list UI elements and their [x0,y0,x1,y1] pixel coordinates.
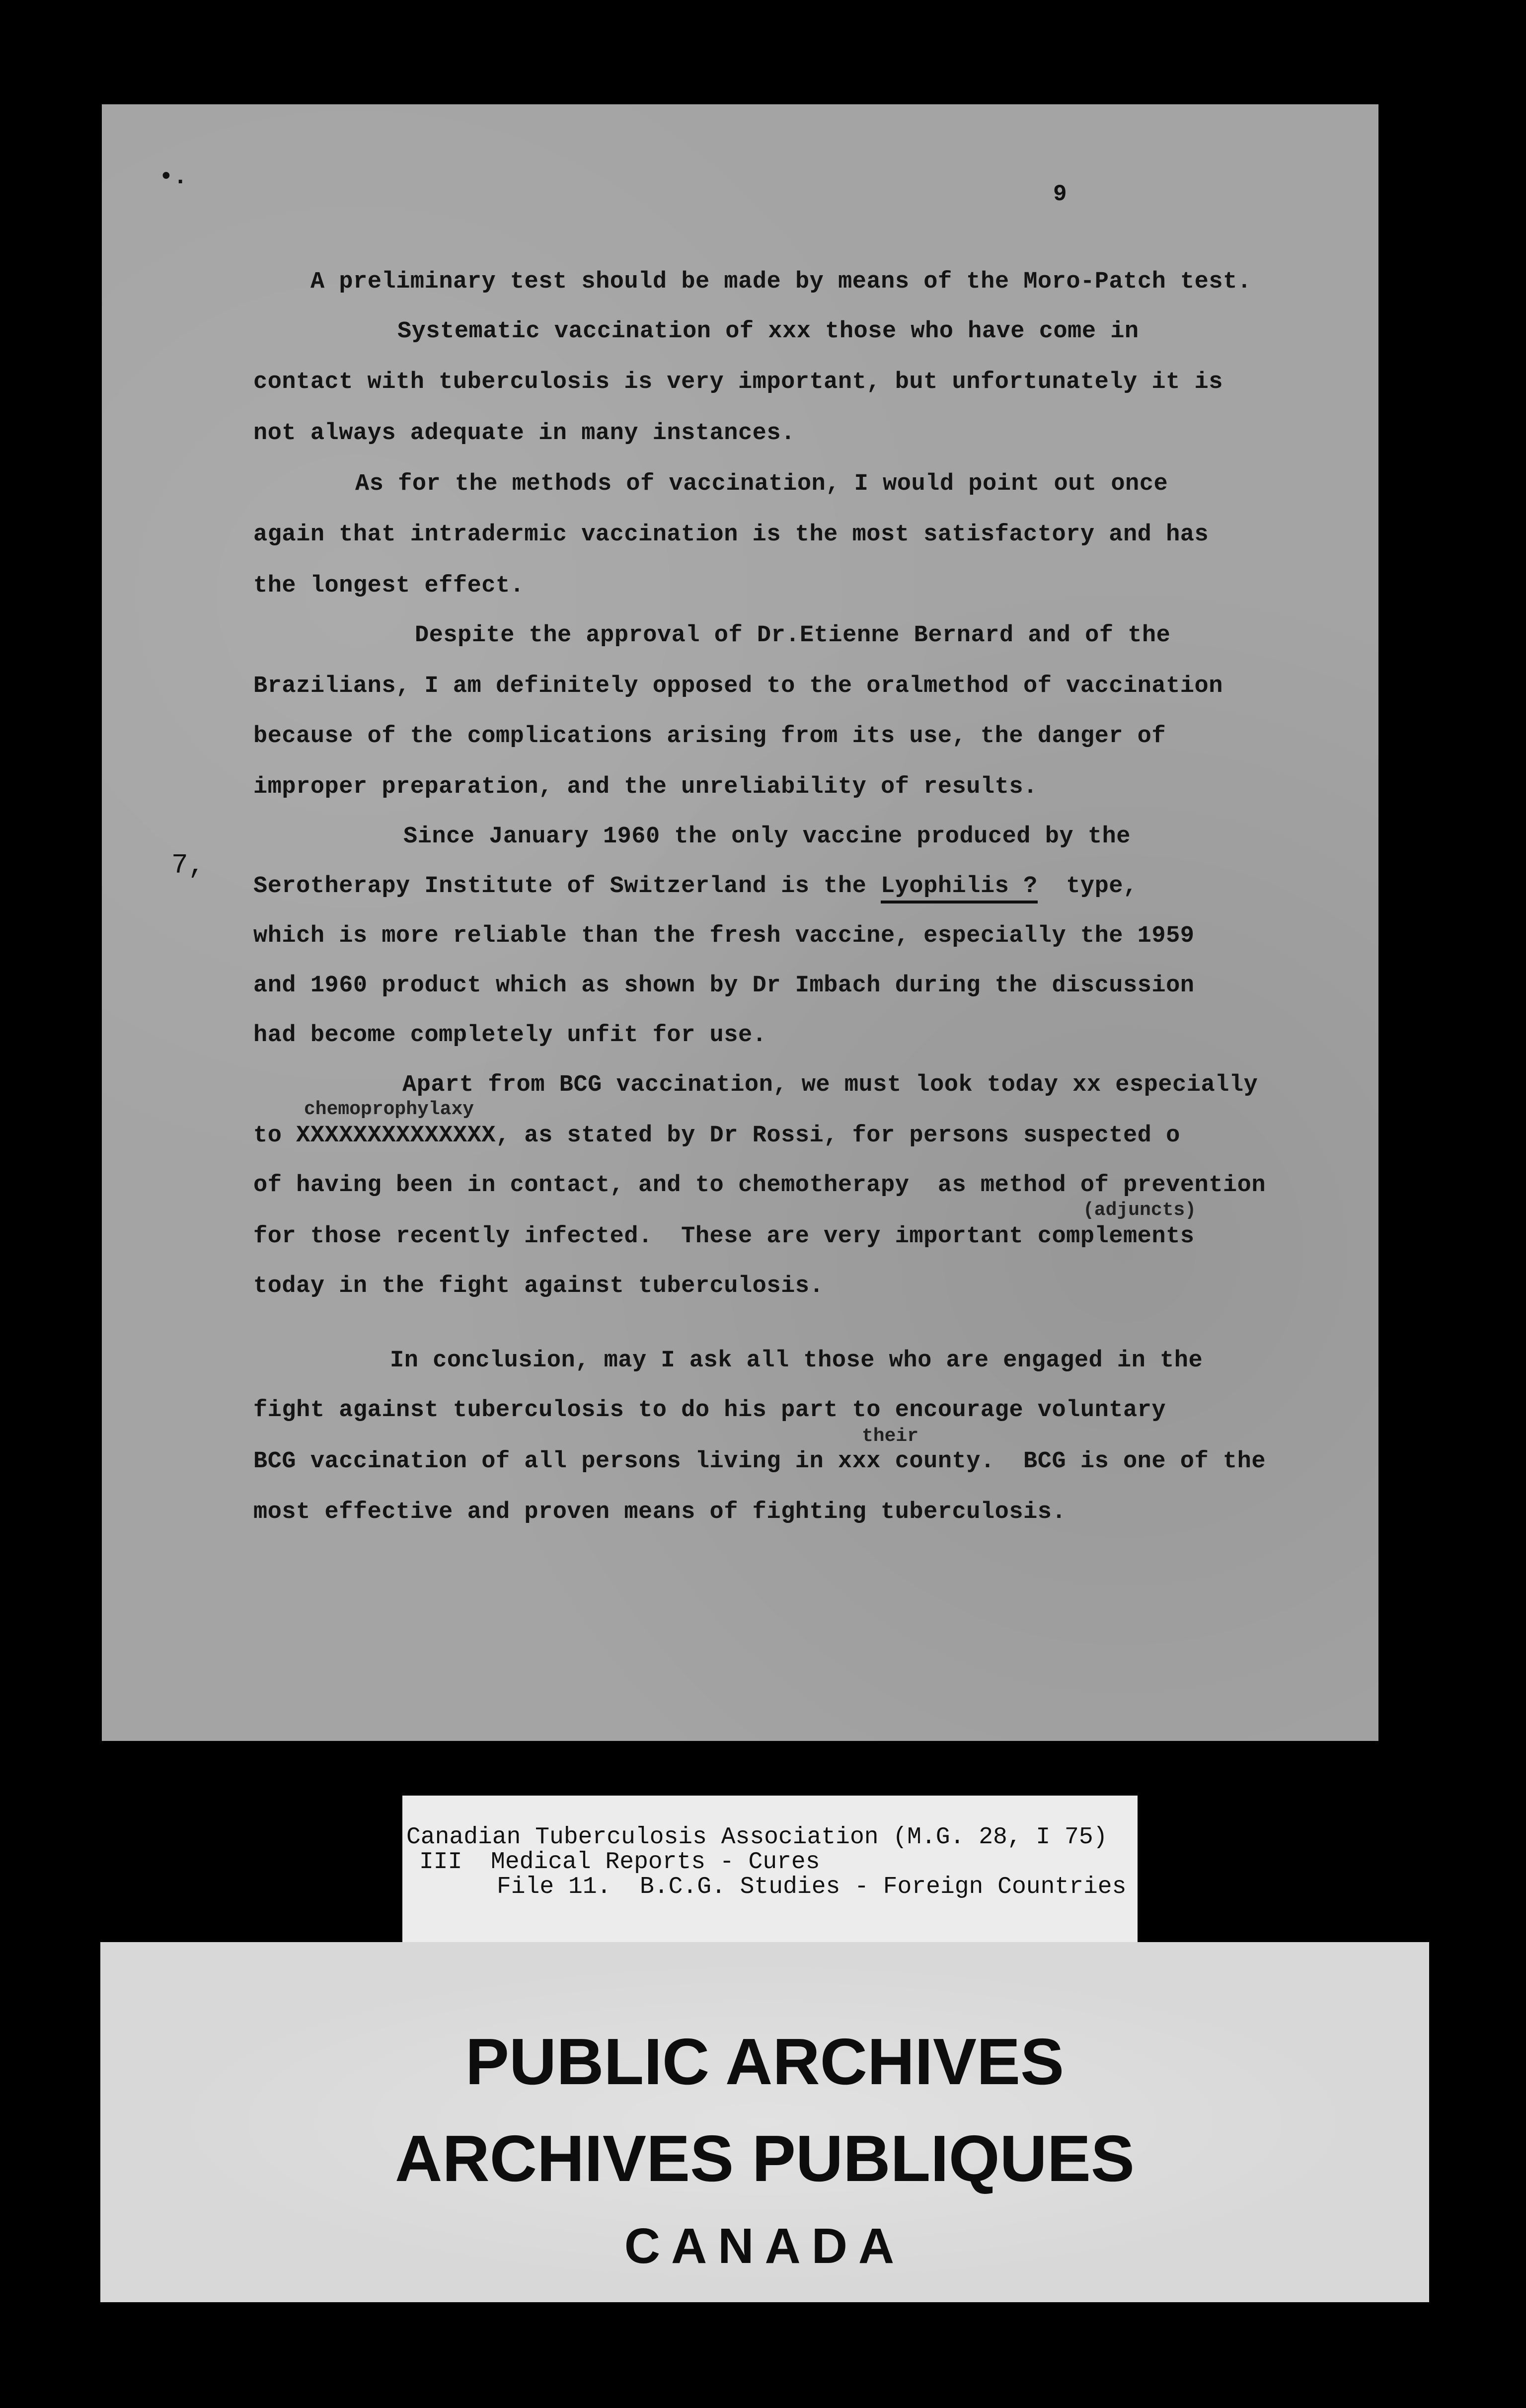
archives-stamp [100,1942,1429,2302]
text-line: Since January 1960 the only vaccine produced by the [403,824,1131,850]
text-line: A preliminary test should be made by means of the Moro-Patch test. [310,269,1252,295]
text-line: had become completely unfit for use. [253,1022,767,1049]
stamp-title-french: ARCHIVES PUBLIQUES [395,2122,1135,2195]
text-line: which is more reliable than the fresh vaccine, especially the 1959 [253,923,1195,949]
text-line: BCG vaccination of all persons living in xxx county. BCG is one of the [253,1448,1266,1475]
text-line: to XXXXXXXXXXXXXX, as stated by Dr Rossi, for persons suspected o [253,1123,1180,1149]
text-line: Apart from BCG vaccination, we must look today xx especially [402,1072,1258,1098]
label-line: File 11. B.C.G. Studies - Foreign Countries [497,1874,1127,1900]
text-line: Despite the approval of Dr.Etienne Bernard and of the [415,622,1171,649]
text-line: contact with tuberculosis is very important, but unfortunately it is [253,369,1223,395]
underlined-word: Lyophilis ? [881,873,1038,903]
handwritten-insertion: (adjuncts) [1083,1200,1197,1221]
text-line: In conclusion, may I ask all those who are engaged in the [390,1348,1203,1374]
text-line: Brazilians, I am definitely opposed to the oralmethod of vaccination [253,673,1223,699]
handwritten-insertion: their [862,1426,919,1447]
text-segment: Serotherapy Institute of Switzerland is the [253,873,881,900]
text-segment: type, [1037,873,1138,900]
page-number: 9 [1053,181,1067,207]
stamp-country: CANADA [624,2218,906,2274]
margin-mark-side: 7, [171,849,205,881]
text-line: not always adequate in many instances. [253,420,795,447]
text-line: today in the fight against tuberculosis. [253,1273,824,1299]
text-line: because of the complications arising from its use, the danger of [253,723,1166,750]
text-line [253,874,1138,899]
text-line: and 1960 product which as shown by Dr Imbach during the discussion [253,973,1195,999]
text-line: most effective and proven means of fighting tuberculosis. [253,1499,1067,1525]
text-line: for those recently infected. These are very important complements [253,1223,1195,1250]
label-line: Canadian Tuberculosis Association (M.G. 28, I 75) [406,1824,1108,1851]
text-line: improper preparation, and the unreliability of results. [253,774,1038,800]
margin-mark-top: •. [159,164,188,191]
text-line: of having been in contact, and to chemotherapy as method of prevention [253,1172,1266,1199]
text-line: Systematic vaccination of xxx those who have come in [397,318,1139,345]
label-line: III Medical Reports - Cures [419,1849,820,1876]
stamp-title-english: PUBLIC ARCHIVES [465,2025,1065,2098]
text-line: the longest effect. [253,573,525,599]
archive-reference-label [402,1796,1138,1945]
handwritten-insertion: chemoprophylaxy [304,1099,474,1120]
text-line: again that intradermic vaccination is the most satisfactory and has [253,522,1209,548]
text-line: fight against tuberculosis to do his part to encourage voluntary [253,1397,1166,1424]
text-line: As for the methods of vaccination, I would point out once [355,471,1168,497]
